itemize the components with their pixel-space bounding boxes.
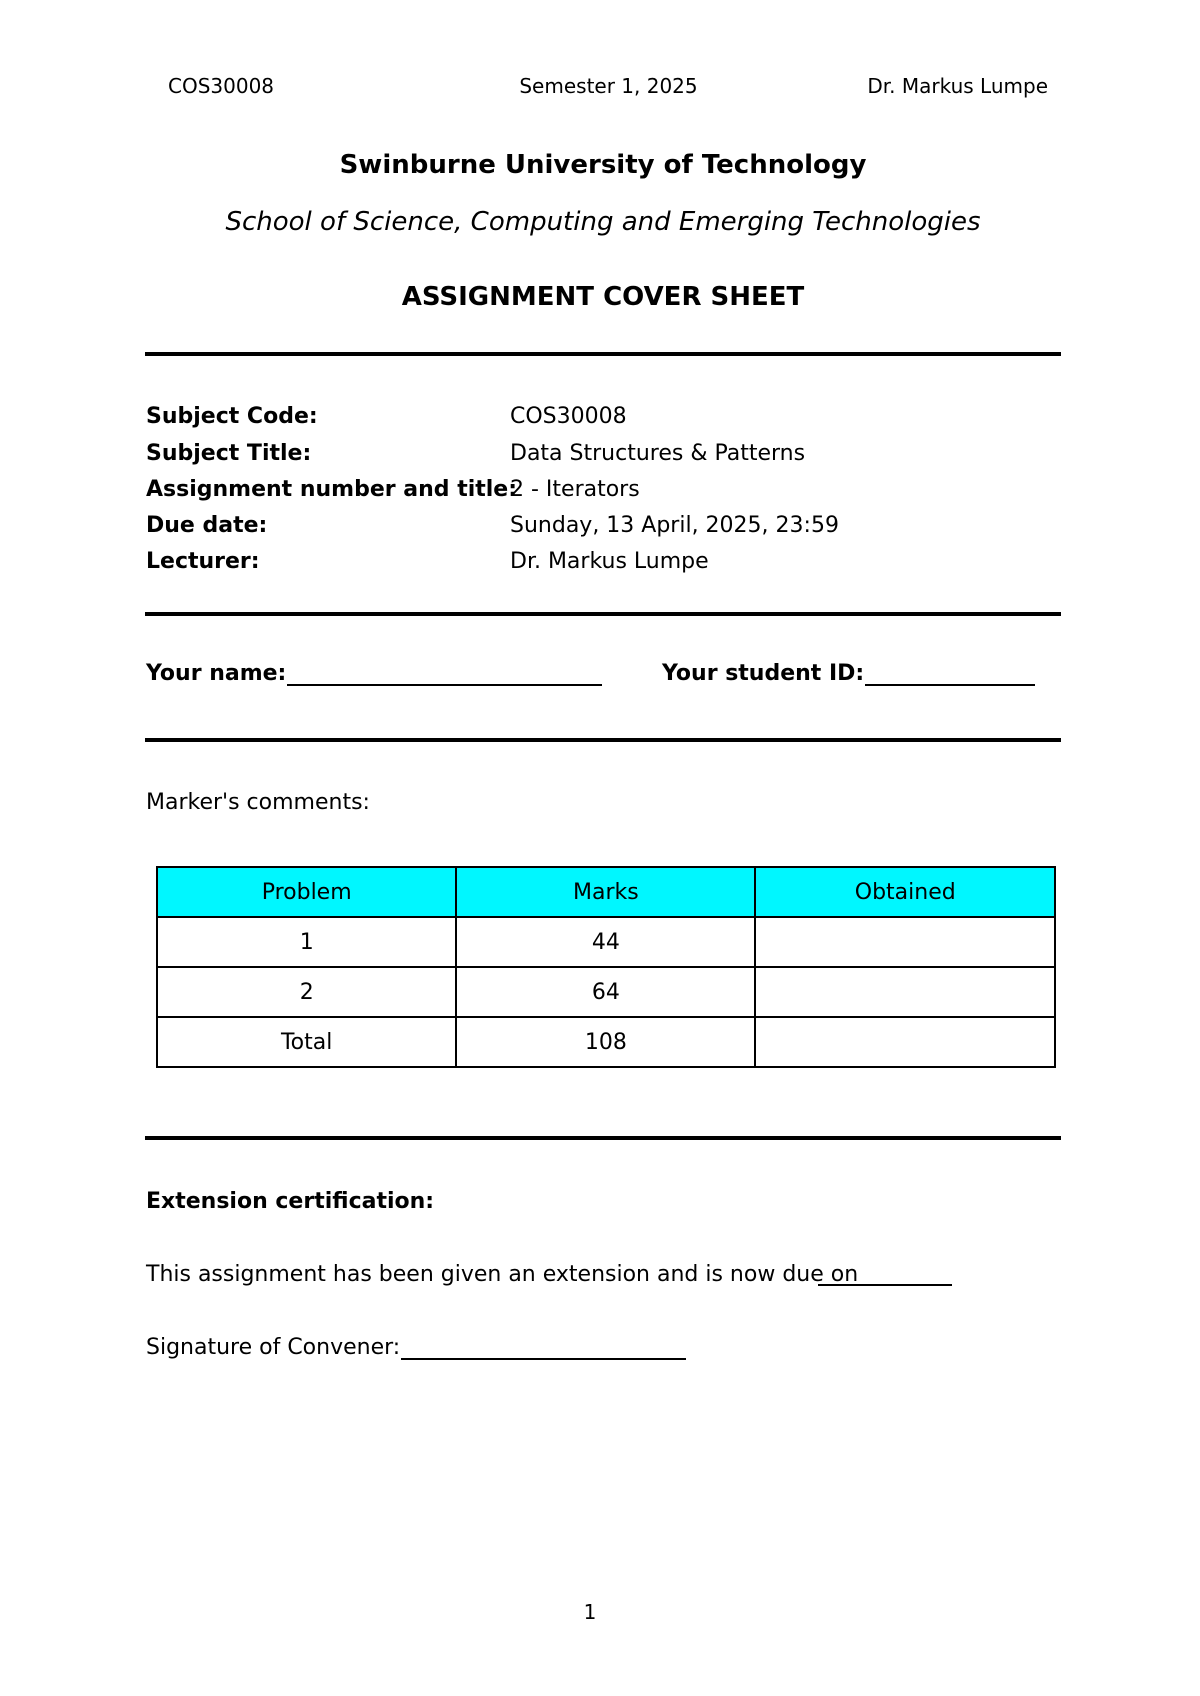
info-value-subject-title: Data Structures & Patterns: [510, 441, 806, 466]
divider-rule: [145, 1136, 1061, 1140]
header-lecturer: Dr. Markus Lumpe: [867, 74, 1048, 98]
table-row: [157, 917, 1055, 967]
column-header-problem: Problem: [157, 867, 456, 917]
table-header-row: [157, 867, 1055, 917]
cover-sheet-title: ASSIGNMENT COVER SHEET: [401, 282, 805, 312]
info-label-lecturer: Lecturer:: [146, 549, 260, 574]
convener-signature-field[interactable]: [146, 1334, 686, 1360]
obtained-cell[interactable]: [755, 1017, 1055, 1067]
convener-signature-label: Signature of Convener:: [146, 1335, 401, 1360]
info-value-lecturer: Dr. Markus Lumpe: [510, 549, 709, 574]
header-subject-code: COS30008: [168, 74, 275, 98]
marks-cell: 108: [456, 1017, 755, 1067]
problem-cell: 2: [157, 967, 456, 1017]
info-label-assignment: Assignment number and title:: [146, 477, 518, 502]
student-name-blank[interactable]: [287, 660, 602, 686]
column-header-obtained: Obtained: [755, 867, 1055, 917]
divider-rule: [145, 612, 1061, 616]
info-label-due-date: Due date:: [146, 513, 268, 538]
problem-cell: 1: [157, 917, 456, 967]
info-label-subject-title: Subject Title:: [146, 441, 312, 466]
problem-cell: Total: [157, 1017, 456, 1067]
school-title: School of Science, Computing and Emerging Technologies: [225, 207, 981, 237]
extension-due-date-blank[interactable]: [818, 1284, 952, 1286]
obtained-cell[interactable]: [755, 967, 1055, 1017]
extension-text: This assignment has been given an extension and is now due on: [146, 1262, 859, 1287]
obtained-cell[interactable]: [755, 917, 1055, 967]
extension-heading: Extension certification:: [146, 1189, 435, 1214]
info-value-subject-code: COS30008: [510, 404, 627, 429]
table-row: [157, 1017, 1055, 1067]
marks-cell: 64: [456, 967, 755, 1017]
student-name-field[interactable]: [146, 660, 602, 686]
markers-comments-label: Marker's comments:: [146, 790, 370, 815]
info-label-subject-code: Subject Code:: [146, 404, 318, 429]
student-name-label: Your name:: [146, 661, 287, 686]
table-row: [157, 967, 1055, 1017]
column-header-marks: Marks: [456, 867, 755, 917]
info-value-assignment: 2 - Iterators: [510, 477, 640, 502]
marks-table: [156, 866, 1056, 1068]
student-id-label: Your student ID:: [662, 661, 865, 686]
student-id-blank[interactable]: [865, 660, 1035, 686]
page-number: 1: [583, 1600, 597, 1624]
divider-rule: [145, 738, 1061, 742]
info-value-due-date: Sunday, 13 April, 2025, 23:59: [510, 513, 839, 538]
convener-signature-blank[interactable]: [401, 1334, 686, 1360]
student-id-field[interactable]: [662, 660, 1035, 686]
header-semester: Semester 1, 2025: [519, 74, 698, 98]
marks-cell: 44: [456, 917, 755, 967]
university-title: Swinburne University of Technology: [339, 150, 867, 180]
divider-rule: [145, 352, 1061, 356]
